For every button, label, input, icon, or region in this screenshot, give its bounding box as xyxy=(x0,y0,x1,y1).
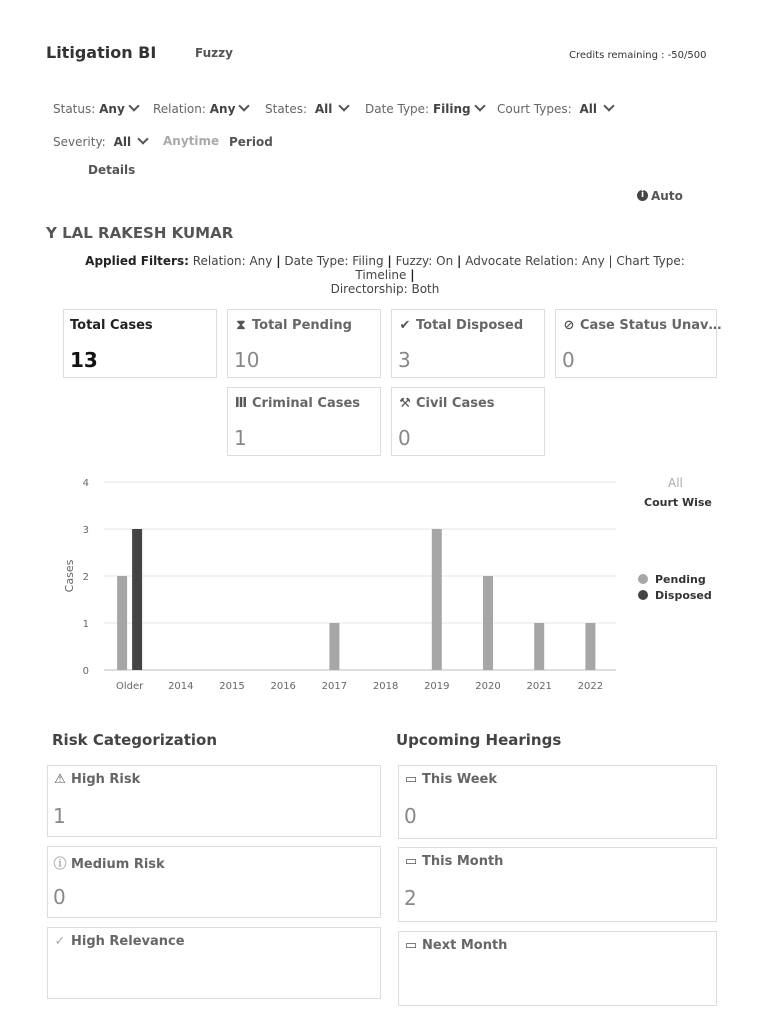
case-status-unavailable-card[interactable] xyxy=(555,309,722,378)
high-risk-label: High Risk xyxy=(71,772,141,787)
fuzzy-toggle[interactable]: Fuzzy xyxy=(195,46,233,60)
x-tick-label: 2014 xyxy=(168,681,194,692)
severity-filter-label: Severity: xyxy=(53,135,106,149)
auto-toggle[interactable] xyxy=(637,189,683,203)
relation-filter-value: Any xyxy=(209,102,236,116)
criminal-cases-value: 1 xyxy=(234,426,247,450)
next-month-card[interactable] xyxy=(398,931,717,1006)
check-icon: ✔ xyxy=(399,318,411,333)
x-tick-label: 2022 xyxy=(577,681,604,692)
total-pending-value: 10 xyxy=(234,348,260,372)
x-tick-label: 2020 xyxy=(475,681,501,692)
total-cases-label: Total Cases xyxy=(70,318,153,333)
calendar-icon: ▭ xyxy=(404,772,418,787)
legend-marker-disposed xyxy=(638,590,648,600)
legend-marker-pending xyxy=(638,574,648,584)
bar-pending-2019 xyxy=(432,529,442,670)
court-wise-option[interactable]: Court Wise xyxy=(644,496,712,509)
status-filter[interactable] xyxy=(53,102,138,116)
status-filter-value: Any xyxy=(99,102,125,116)
warning-icon: ⚠ xyxy=(54,772,66,787)
case-status-unavailable-label: Case Status Unav… xyxy=(580,318,722,333)
bar-disposed-older xyxy=(132,529,142,670)
x-tick-label: 2017 xyxy=(321,681,348,692)
risk-categorization-title: Risk Categorization xyxy=(52,731,218,749)
credits-remaining: Credits remaining : -50/500 xyxy=(569,50,707,61)
applied-filter-advocate-chart: Advocate Relation: Any | Chart Type: Timeline xyxy=(355,254,685,282)
legend-label-pending: Pending xyxy=(655,573,706,586)
criminal-cases-label: Criminal Cases xyxy=(252,396,361,411)
check-circle-icon: ✓ xyxy=(54,934,66,949)
chevron-down-icon xyxy=(339,100,350,111)
bar-pending-2022 xyxy=(585,623,595,670)
this-week-card[interactable] xyxy=(398,765,717,839)
civil-cases-value: 0 xyxy=(398,426,411,450)
applied-filters: Applied Filters: Relation: Any | Date Type: Filing | Fuzzy: On | Advocate Relation: Any | Chart Type: Timeline | Directorship: Both xyxy=(85,254,685,296)
severity-filter-value: All xyxy=(113,135,132,149)
auto-label: Auto xyxy=(651,189,683,203)
subject-name: Y LAL RAKESH KUMAR xyxy=(46,224,234,242)
severity-filter[interactable] xyxy=(53,135,147,149)
court-types-filter[interactable] xyxy=(497,102,613,116)
applied-filters-label: Applied Filters: xyxy=(85,254,189,268)
gavel-icon: ⚒ xyxy=(399,396,411,411)
y-tick-label: 4 xyxy=(82,478,89,489)
y-axis-label: Cases xyxy=(63,559,76,593)
this-week-value: 0 xyxy=(404,804,417,828)
next-month-label: Next Month xyxy=(422,938,508,953)
relation-filter-label: Relation: xyxy=(153,102,206,116)
total-pending-card[interactable] xyxy=(227,309,381,378)
y-tick-label: 2 xyxy=(82,572,89,583)
x-tick-label: 2021 xyxy=(526,681,552,692)
y-tick-label: 1 xyxy=(82,619,89,630)
applied-filter-relation: Relation: Any xyxy=(188,254,277,268)
calendar-icon: ▭ xyxy=(404,938,418,953)
anytime-option[interactable]: Anytime xyxy=(163,134,220,148)
states-filter[interactable] xyxy=(265,102,348,116)
this-week-label: This Week xyxy=(422,772,497,787)
applied-filter-date-type: Date Type: Filing xyxy=(280,254,388,268)
x-tick-label: Older xyxy=(115,681,144,692)
chevron-down-icon xyxy=(128,100,139,111)
x-tick-label: 2019 xyxy=(424,681,450,692)
y-tick-label: 3 xyxy=(82,525,89,536)
high-risk-card[interactable] xyxy=(47,765,381,837)
bar-pending-2017 xyxy=(329,623,339,670)
applied-filter-fuzzy: Fuzzy: On xyxy=(391,254,457,268)
all-chart-option[interactable]: All xyxy=(668,476,683,490)
x-tick-label: 2016 xyxy=(270,681,296,692)
court-types-filter-value: All xyxy=(579,102,597,116)
cases-timeline-chart xyxy=(0,460,768,700)
chevron-down-icon xyxy=(474,100,485,111)
chevron-down-icon xyxy=(137,133,148,144)
total-disposed-card[interactable] xyxy=(391,309,545,378)
total-cases-card[interactable] xyxy=(63,309,217,378)
medium-risk-label: Medium Risk xyxy=(71,857,165,872)
case-status-unavailable-value: 0 xyxy=(562,348,575,372)
total-cases-value: 13 xyxy=(70,348,98,372)
chevron-down-icon xyxy=(603,100,614,111)
court-types-filter-label: Court Types: xyxy=(497,102,572,116)
legend-label-disposed: Disposed xyxy=(655,589,712,602)
info-icon: i xyxy=(637,190,648,201)
high-relevance-card[interactable] xyxy=(47,927,381,999)
date-type-filter[interactable] xyxy=(365,102,484,116)
total-disposed-value: 3 xyxy=(398,348,411,372)
calendar-icon: ▭ xyxy=(404,854,418,869)
x-tick-label: 2018 xyxy=(372,681,399,692)
date-type-filter-value: Filing xyxy=(432,102,471,116)
civil-cases-card[interactable] xyxy=(391,387,545,456)
this-month-card[interactable] xyxy=(398,847,717,922)
date-type-filter-label: Date Type: xyxy=(365,102,430,116)
ban-icon: ⊘ xyxy=(563,318,575,333)
exclamation-circle-icon: ⓘ xyxy=(53,857,67,872)
details-link[interactable]: Details xyxy=(88,163,136,177)
bar-pending-2020 xyxy=(483,576,493,670)
total-pending-label: Total Pending xyxy=(252,318,352,333)
applied-filter-directorship: Directorship: Both xyxy=(330,282,440,296)
medium-risk-value: 0 xyxy=(53,885,66,909)
app-title[interactable]: Litigation BI xyxy=(46,43,157,62)
states-filter-label: States: xyxy=(265,102,308,116)
institution-icon: Ⅲ xyxy=(234,396,248,411)
this-month-label: This Month xyxy=(422,854,504,869)
hourglass-icon: ⧗ xyxy=(236,318,246,333)
period-option[interactable]: Period xyxy=(229,135,273,149)
criminal-cases-card[interactable] xyxy=(227,387,381,456)
this-month-value: 2 xyxy=(404,886,417,910)
total-disposed-label: Total Disposed xyxy=(416,318,524,333)
bar-pending-older xyxy=(117,576,127,670)
bar-pending-2021 xyxy=(534,623,544,670)
x-tick-label: 2015 xyxy=(219,681,245,692)
status-filter-label: Status: xyxy=(53,102,96,116)
states-filter-value: All xyxy=(314,102,333,116)
medium-risk-card[interactable] xyxy=(47,846,381,918)
y-tick-label: 0 xyxy=(82,666,89,677)
upcoming-hearings-title: Upcoming Hearings xyxy=(396,731,562,749)
high-risk-value: 1 xyxy=(53,804,66,828)
civil-cases-label: Civil Cases xyxy=(416,396,495,411)
relation-filter[interactable] xyxy=(153,102,248,116)
chevron-down-icon xyxy=(239,100,250,111)
high-relevance-label: High Relevance xyxy=(71,934,185,949)
